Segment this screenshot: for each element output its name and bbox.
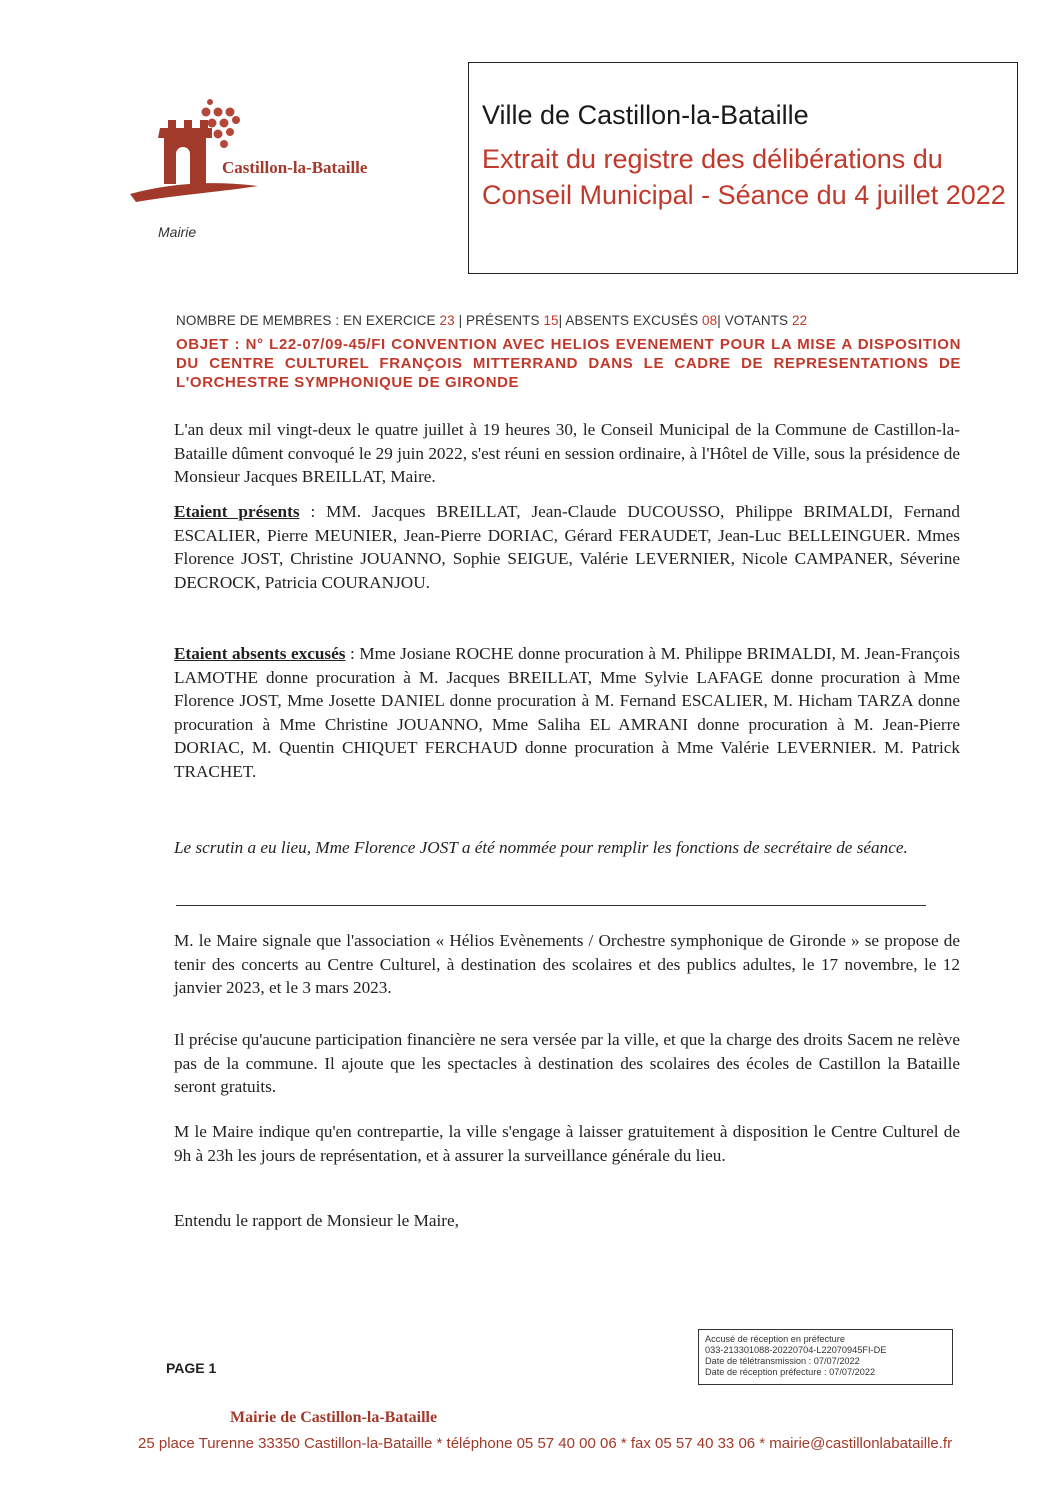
members-absents: 08: [702, 313, 718, 328]
members-votants: 22: [792, 313, 808, 328]
present-list: : MM. Jacques BREILLAT, Jean-Claude DUCOUSSO, Philippe BRIMALDI, Fernand ESCALIER, Pierre MEUNIER, Jean-Pierre DORIAC, Gérard FERAUDET, Jean-Luc BELLEINGUER. Mmes Florence JOST, Christine JOUANNO, Sophie SEIGUE, Valérie LEVERNIER, Nicole CAMPANER, Séverine DECROCK, Patricia COURANJOU.: [174, 502, 960, 592]
members-absents-label: | ABSENTS EXCUSÉS: [558, 313, 703, 328]
deliberation-object: OBJET : N° L22-07/09-45/FI CONVENTION AVEC HELIOS EVENEMENT POUR LA MISE A DISPOSITION DU CENTRE CULTUREL FRANÇOIS MITTERRAND DANS LE CADRE DE REPRESENTATIONS DE L'ORCHESTRE SYMPHONIQUE DE GIRONDE: [176, 336, 961, 391]
body-paragraph-precise: Il précise qu'aucune participation financière ne sera versée par la ville, et que la charge des droits Sacem ne relève pas de la commune. Il ajoute que les spectacles à destination des scolaires des écoles de Castillon la Bataille seront gratuits.: [174, 1030, 960, 1096]
castle-icon: [158, 120, 212, 184]
stamp-line: Date de télétransmission : 07/07/2022: [705, 1356, 860, 1366]
members-votants-label: | VOTANTS: [717, 313, 793, 328]
stamp-line: Date de réception préfecture : 07/07/2022: [705, 1367, 876, 1377]
absent-list: : Mme Josiane ROCHE donne procuration à M. Philippe BRIMALDI, M. Jean-François LAMOTHE donne procuration à M. Jacques BREILLAT, Mme Sylvie LAFAGE donne procuration à Mme Florence JOST, Mme Josette DANIEL donne procuration à M. Fernand ESCALIER, M. Hicham TARZA donne procuration à Mme Christine JOUANNO, Mme Saliha EL AMRANI donne procuration à M. Jean-Pierre DORIAC, M. Quentin CHIQUET FERCHAUD donne procuration à Mme Valérie LEVERNIER. M. Patrick TRACHET.: [174, 644, 960, 781]
intro-paragraph: L'an deux mil vingt-deux le quatre juillet à 19 heures 30, le Conseil Municipal de la Commune de Castillon-la-Bataille dûment convoqué le 29 juin 2022, s'est réuni en session ordinaire, à l'Hôtel de Ville, sous la présidence de Monsieur Jacques BREILLAT, Maire.: [174, 420, 960, 486]
members-prefix: NOMBRE DE MEMBRES : EN EXERCICE: [176, 313, 440, 328]
header-town: Ville de Castillon-la-Bataille: [482, 100, 809, 130]
present-label: Etaient présents: [174, 502, 300, 521]
body-paragraph-contrepartie: M le Maire indique qu'en contrepartie, la ville s'engage à laisser gratuitement à disposition le Centre Culturel de 9h à 23h les jours de représentation, et à assurer la surveillance générale du lieu.: [174, 1122, 960, 1165]
page-number: PAGE 1: [166, 1360, 217, 1376]
absent-label: Etaient absents excusés: [174, 644, 346, 663]
body-paragraph-signal: M. le Maire signale que l'association « Hélios Evènements / Orchestre symphonique de Gironde » se propose de tenir des concerts au Centre Culturel, à destination des scolaires et des publics adultes, le 17 novembre, le 12 janvier 2023, et le 3 mars 2023.: [174, 931, 960, 997]
header-title: Extrait du registre des délibérations du Conseil Municipal - Séance du 4 juillet 2022: [482, 144, 1006, 210]
swoosh-decoration: [130, 183, 258, 202]
logo-town-name: Castillon-la-Bataille: [222, 158, 368, 177]
stamp-line: 033-213301088-20220704-L22070945FI-DE: [705, 1345, 887, 1355]
members-presents-label: | PRÉSENTS: [454, 313, 544, 328]
members-en-exercice: 23: [439, 313, 455, 328]
scrutin-paragraph: Le scrutin a eu lieu, Mme Florence JOST a été nommée pour remplir les fonctions de secrétaire de séance.: [174, 838, 908, 857]
prefecture-receipt-stamp: [698, 1329, 953, 1385]
members-presents: 15: [543, 313, 559, 328]
present-members-paragraph: [174, 500, 960, 594]
members-count-line: [176, 313, 807, 328]
stamp-line: Accusé de réception en préfecture: [705, 1334, 845, 1344]
separator-line: [176, 905, 926, 906]
absent-members-paragraph: [174, 642, 960, 783]
body-paragraph-entendu: Entendu le rapport de Monsieur le Maire,: [174, 1211, 459, 1230]
logo-subtitle: Mairie: [158, 224, 197, 240]
footer-address: 25 place Turenne 33350 Castillon-la-Bataille * téléphone 05 57 40 00 06 * fax 05 57 40 33 06 * mairie@castillonlabataille.fr: [138, 1435, 953, 1452]
footer-organisation: Mairie de Castillon-la-Bataille: [230, 1409, 438, 1426]
